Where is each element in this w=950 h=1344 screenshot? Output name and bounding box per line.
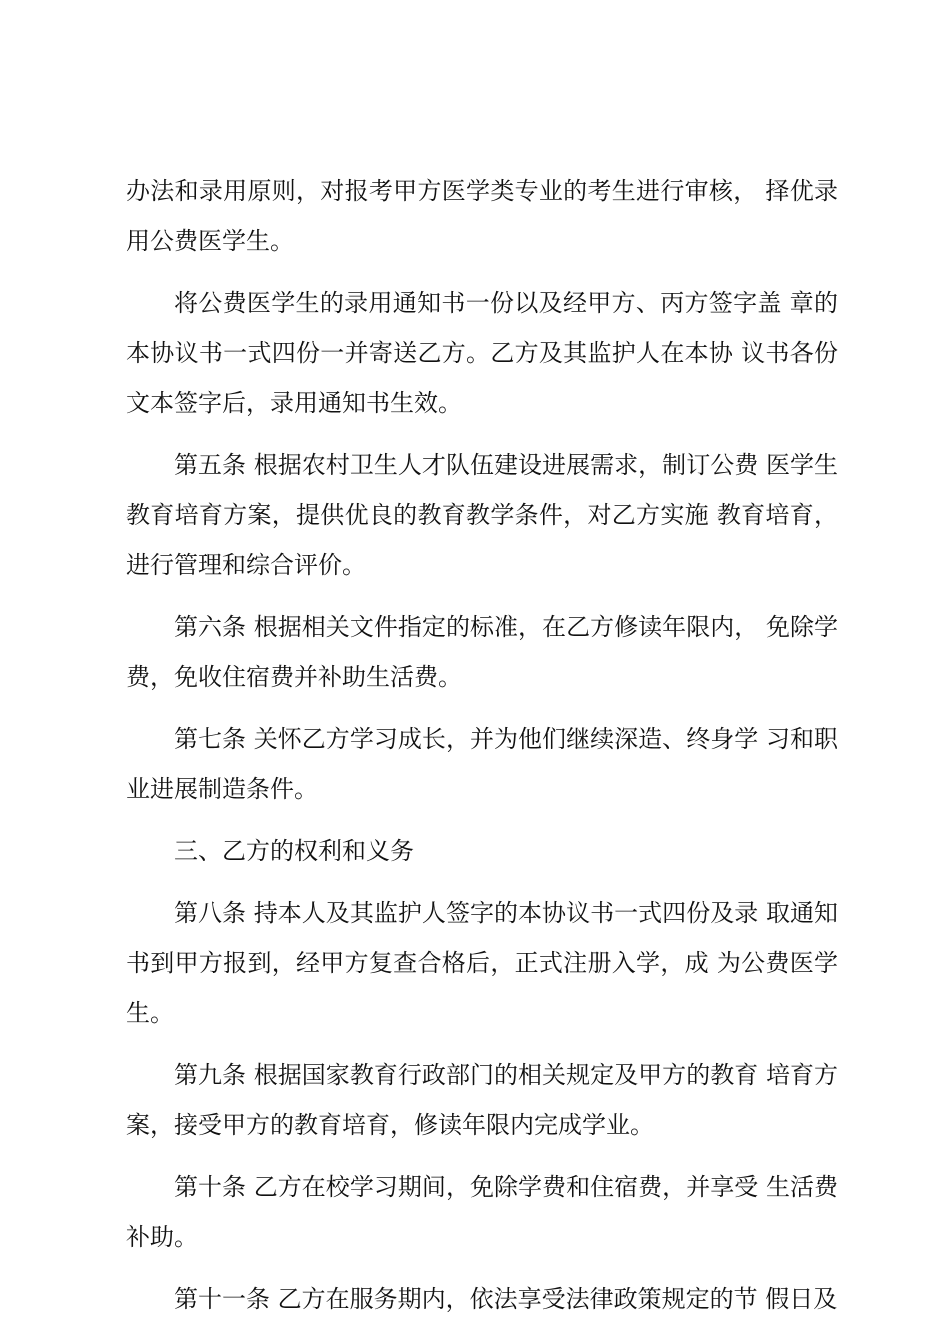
article-5: 第五条 根据农村卫生人才队伍建设进展需求，制订公费 医学生教育培育方案，提供优良的教育教学条件，对乙方实施 教育培育，进行管理和综合评价。 xyxy=(126,451,838,579)
paragraph-continuation: 办法和录用原则，对报考甲方医学类专业的考生进行审核， 择优录用公费医学生。 xyxy=(126,177,838,255)
paragraph-notice-delivery: 将公费医学生的录用通知书一份以及经甲方、丙方签字盖 章的本协议书一式四份一并寄送乙方。乙方及其监护人在本协 议书各份文本签字后，录用通知书生效。 xyxy=(126,289,838,417)
article-10: 第十条 乙方在校学习期间，免除学费和住宿费，并享受 生活费补助。 xyxy=(126,1173,838,1251)
section-heading-party-b: 三、乙方的权利和义务 xyxy=(174,837,414,865)
article-8: 第八条 持本人及其监护人签字的本协议书一式四份及录 取通知书到甲方报到，经甲方复查合格后，正式注册入学，成 为公费医学生。 xyxy=(126,899,838,1027)
article-7: 第七条 关怀乙方学习成长，并为他们继续深造、终身学 习和职业进展制造条件。 xyxy=(126,725,838,803)
article-9: 第九条 根据国家教育行政部门的相关规定及甲方的教育 培育方案，接受甲方的教育培育，修读年限内完成学业。 xyxy=(126,1061,838,1139)
article-6: 第六条 根据相关文件指定的标准，在乙方修读年限内， 免除学费，免收住宿费并补助生活费。 xyxy=(126,613,838,691)
document-body xyxy=(126,166,838,1336)
article-11: 第十一条 乙方在服务期内，依法享受法律政策规定的节 假日及 xyxy=(174,1285,838,1313)
